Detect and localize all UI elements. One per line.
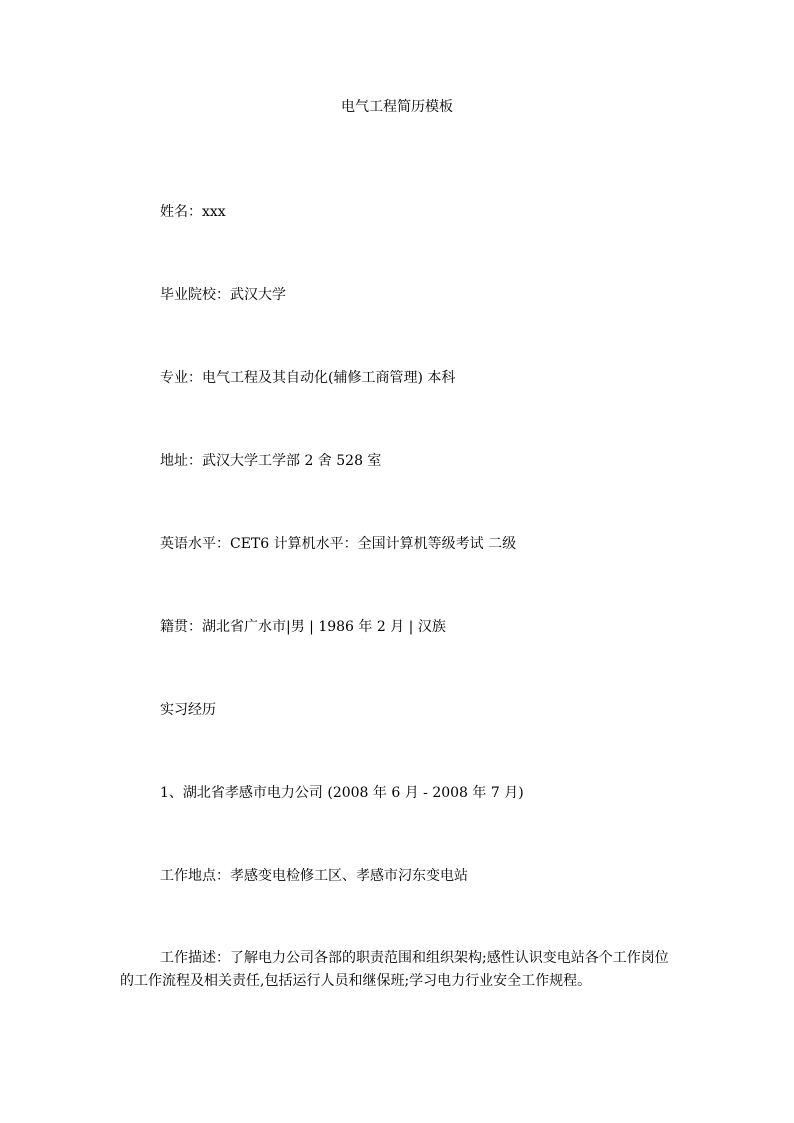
internship-company-line: 1、湖北省孝感市电力公司 (2008 年 6 月 - 2008 年 7 月) xyxy=(160,785,524,801)
origin-line: 籍贯：湖北省广水市|男 | 1986 年 2 月 | 汉族 xyxy=(160,619,446,635)
major-line: 专业：电气工程及其自动化(辅修工商管理) 本科 xyxy=(160,370,456,386)
name-line: 姓名：xxx xyxy=(160,204,226,220)
school-line: 毕业院校：武汉大学 xyxy=(160,287,286,303)
work-description-paragraph: 工作描述：了解电力公司各部的职责范围和组织架构;感性认识变电站各个工作岗位的工作流程及相关责任,包括运行人员和继保班;学习电力行业安全工作规程。 xyxy=(120,950,669,989)
document-title: 电气工程简历模板 xyxy=(341,99,453,115)
section-heading-internship: 实习经历 xyxy=(160,702,216,718)
work-location-line: 工作地点：孝感变电检修工区、孝感市汈东变电站 xyxy=(160,868,468,884)
address-line: 地址：武汉大学工学部 2 舍 528 室 xyxy=(160,453,382,469)
skills-line: 英语水平：CET6 计算机水平：全国计算机等级考试 二级 xyxy=(160,536,517,552)
